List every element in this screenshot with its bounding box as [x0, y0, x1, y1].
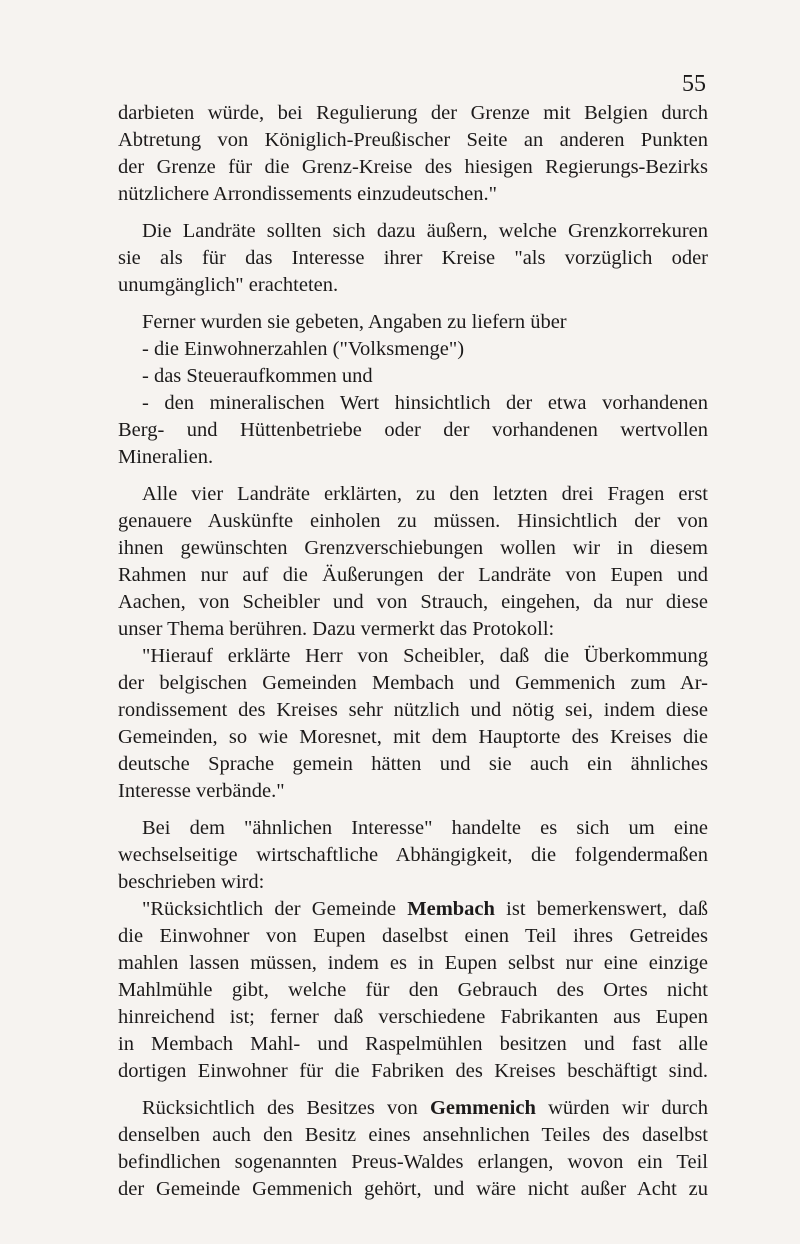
quote-line: der belgischen Gemeinden Membach und Gemmenich zum Ar- [118, 672, 708, 694]
quote-line: rondissement des Kreises sehr nützlich und nötig sei, indem diese [118, 699, 708, 721]
quote-line: der Gemeinde Gemmenich gehört, und wäre nicht außer Acht zu [118, 1178, 708, 1200]
quote-text: ist bemerkenswert, daß [494, 898, 708, 920]
text-line: wechselseitige wirtschaftliche Abhängigkeit, die folgendermaßen [118, 844, 708, 866]
text-line: - den mineralischen Wert hinsichtlich der etwa vorhandenen [142, 392, 708, 414]
text-line: Alle vier Landräte erklärten, zu den letzten drei Fragen erst [142, 483, 708, 505]
place-name-gemmenich: Gemmenich [429, 1097, 536, 1119]
quote-line-membach [118, 896, 708, 923]
text-line: Die Landräte sollten sich dazu äußern, welche Grenzkorrekuren [142, 220, 708, 242]
quote-text: Rücksichtlich des Besitzes von [142, 1097, 430, 1119]
text-line: unser Thema berühren. Dazu vermerkt das Protokoll: [118, 618, 555, 640]
text-line: Rahmen nur auf die Äußerungen der Landräte von Eupen und [118, 564, 708, 586]
text-line: Abtretung von Königlich-Preußischer Seite an anderen Punkten [118, 129, 708, 151]
quote-line: denselben auch den Besitz eines ansehnlichen Teiles des daselbst [118, 1124, 708, 1146]
text-line: der Grenze für die Grenz-Kreise des hiesigen Regierungs-Bezirks [118, 156, 708, 178]
quote-text: würden wir durch [535, 1097, 709, 1119]
text-line: darbieten würde, bei Regulierung der Grenze mit Belgien durch [118, 102, 708, 124]
quote-line: die Einwohner von Eupen daselbst einen Teil ihres Getreides [118, 925, 708, 947]
text-line: sie als für das Interesse ihrer Kreise "als vorzüglich oder [118, 247, 708, 269]
text-line: Mineralien. [118, 446, 214, 468]
place-name-membach: Membach [407, 898, 495, 920]
quote-line: Mahlmühle gibt, welche für den Gebrauch des Ortes nicht [118, 979, 708, 1001]
text-line: unumgänglich" erachteten. [118, 274, 339, 296]
quote-line: Interesse verbände." [118, 780, 285, 802]
text-line: beschrieben wird: [118, 871, 265, 893]
quote-line: mahlen lassen müssen, indem es in Eupen selbst nur eine einzige [118, 952, 708, 974]
text-line: Ferner wurden sie gebeten, Angaben zu liefern über [142, 311, 567, 333]
quote-line: befindlichen sogenannten Preus-Waldes erlangen, wovon ein Teil [118, 1151, 708, 1173]
quote-line: deutsche Sprache gemein hätten und sie auch ein ähnliches [118, 753, 708, 775]
text-line: Bei dem "ähnlichen Interesse" handelte es sich um eine [142, 817, 708, 839]
quote-line-gemmenich [118, 1095, 708, 1122]
text-line: Berg- und Hüttenbetriebe oder der vorhandenen wertvollen [118, 419, 708, 441]
quote-line: in Membach Mahl- und Raspelmühlen besitzen und fast alle [118, 1033, 708, 1055]
text-line: ihnen gewünschten Grenzverschiebungen wollen wir in diesem [118, 537, 708, 559]
quote-line: "Hierauf erklärte Herr von Scheibler, daß die Überkommung [142, 645, 708, 667]
page-number: 55 [682, 71, 706, 97]
body-text [118, 100, 708, 1203]
text-line: genauere Auskünfte einholen zu müssen. Hinsichtlich der von [118, 510, 708, 532]
text-line: Aachen, von Scheibler und von Strauch, eingehen, da nur diese [118, 591, 708, 613]
quote-line: dortigen Einwohner für die Fabriken des Kreises beschäftigt sind. [118, 1060, 708, 1082]
text-line: nützlichere Arrondissements einzudeutschen." [118, 183, 497, 205]
quote-line: Gemeinden, so wie Moresnet, mit dem Hauptorte des Kreises die [118, 726, 708, 748]
text-line: - die Einwohnerzahlen ("Volksmenge") [142, 338, 465, 360]
text-line: - das Steueraufkommen und [142, 365, 373, 387]
quote-text: "Rücksichtlich der Gemeinde [142, 898, 408, 920]
quote-line: hinreichend ist; ferner daß verschiedene Fabrikanten aus Eupen [118, 1006, 708, 1028]
